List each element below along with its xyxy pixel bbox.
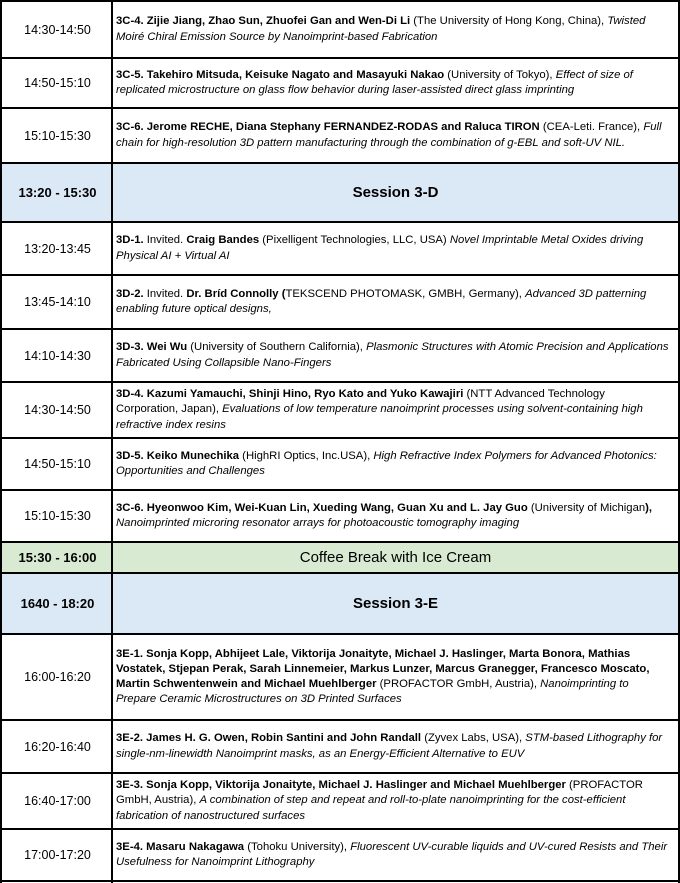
talk-affiliation: Invited. <box>143 234 187 247</box>
talk-title: Nanoimprinted microring resonator arrays for photoacoustic tomography imaging <box>116 517 520 529</box>
time-slot: 14:30-14:50 <box>24 403 91 417</box>
talk-authors: 3C-6. Hyeonwoo Kim, Wei-Kuan Lin, Xueding Wang, Guan Xu and L. Jay Guo <box>116 501 528 514</box>
talk-affiliation: Invited. <box>143 287 187 300</box>
time-slot: 17:00-17:20 <box>24 848 91 862</box>
row-divider <box>0 107 680 109</box>
talk-title: Twisted Moiré Chiral Emission Source by Nanoimprint-based Fabrication <box>116 15 646 43</box>
talk-title: STM-based Lithography for single-nm-linewidth Nanoimprint masks, as an Energy-Efficient Alternative to EUV <box>116 732 663 760</box>
talk-authors: 3D-2. <box>116 287 144 300</box>
row-divider <box>0 162 680 164</box>
talk-authors: 3D-5. Keiko Munechika <box>116 449 240 462</box>
row-divider <box>0 719 680 721</box>
talk-authors: ), <box>645 501 653 514</box>
schedule-row <box>0 635 680 719</box>
talk-title: Full chain for high-resolution 3D pattern manufacturing through the combination of g-EBL and soft-UV NIL. <box>116 121 662 149</box>
time-slot: 1640 - 18:20 <box>20 596 95 611</box>
talk-authors: Dr. Bríd Connolly ( <box>186 287 286 300</box>
talk-affiliation: (NTT Advanced Technology Corporation, Japan), <box>116 388 605 416</box>
time-slot: 13:45-14:10 <box>24 295 91 309</box>
talk-authors: 3E-3. Sonja Kopp, Viktorija Jonaityte, Michael J. Haslinger and Michael Muehlberger <box>116 779 566 792</box>
column-divider <box>111 0 113 883</box>
talk-entry <box>113 383 678 437</box>
talk-title: Effect of size of replicated microstructure on glass flow behavior during laser-assisted direct glass imprinting <box>116 68 633 96</box>
schedule-row <box>0 491 680 541</box>
schedule-row <box>0 721 680 772</box>
talk-entry <box>113 109 678 162</box>
row-divider <box>0 489 680 491</box>
time-slot: 14:50-15:10 <box>24 457 91 471</box>
schedule-row <box>0 223 680 274</box>
row-divider <box>0 57 680 59</box>
talk-authors: 3D-1. <box>116 234 144 247</box>
talk-affiliation: (Zyvex Labs, USA), <box>421 732 526 745</box>
talk-affiliation: (University of Southern California), <box>187 341 367 354</box>
time-slot: 13:20-13:45 <box>24 241 91 256</box>
talk-title: Nanoimprinting to Prepare Ceramic Microstructures on 3D Printed Surfaces <box>116 678 629 706</box>
schedule-row <box>0 383 680 437</box>
talk-authors: 3C-5. Takehiro Mitsuda, Keisuke Nagato and Masayuki Nakao <box>116 68 445 81</box>
talk-affiliation: (PROFACTOR GmbH, Austria), <box>376 678 541 690</box>
talk-entry <box>113 635 678 719</box>
row-divider <box>0 274 680 276</box>
talk-entry <box>113 330 678 381</box>
schedule-row <box>0 276 680 328</box>
talk-entry <box>113 439 678 489</box>
talk-title: Novel Imprintable Metal Oxides driving Physical AI + Virtual AI <box>116 234 644 262</box>
row-divider <box>0 880 680 882</box>
schedule-row <box>0 330 680 381</box>
talk-affiliation: (Tohoku University), <box>244 840 351 853</box>
row-divider <box>0 328 680 330</box>
row-divider <box>0 0 680 2</box>
schedule-row <box>0 439 680 489</box>
time-slot: 16:40-17:00 <box>24 794 91 808</box>
talk-affiliation: (CEA-Leti. France), <box>539 121 644 134</box>
time-slot: 15:10-15:30 <box>24 509 91 523</box>
talk-authors: 3C-6. Jerome RECHE, Diana Stephany FERNANDEZ-RODAS and Raluca TIRON <box>116 121 540 134</box>
column-divider <box>0 0 2 883</box>
row-divider <box>0 633 680 635</box>
talk-title: Advanced 3D patterning enabling future optical designs, <box>116 287 647 315</box>
talk-affiliation: (The University of Hong Kong, China), <box>410 15 608 28</box>
talk-entry <box>113 491 678 541</box>
time-slot: 14:10-14:30 <box>24 348 91 363</box>
time-slot: 16:20-16:40 <box>24 739 91 754</box>
talk-title: Evaluations of low temperature nanoimprint processes using solvent-containing high refractive index resins <box>116 403 643 431</box>
time-slot: 15:10-15:30 <box>24 128 91 143</box>
talk-entry <box>113 59 678 107</box>
talk-authors: 3D-3. Wei Wu <box>116 341 188 354</box>
schedule-row <box>0 59 680 107</box>
row-divider <box>0 381 680 383</box>
talk-entry <box>113 774 678 828</box>
talk-affiliation: TEKSCEND PHOTOMASK, GMBH, Germany), <box>285 287 526 300</box>
row-divider <box>0 437 680 439</box>
time-slot: 13:20 - 15:30 <box>18 185 97 200</box>
row-divider <box>0 772 680 774</box>
schedule-row <box>0 830 680 880</box>
session-title: Session 3-E <box>352 594 439 612</box>
talk-title: High Refractive Index Polymers for Advanced Photonics: Opportunities and Challenges <box>116 449 657 477</box>
talk-entry <box>113 223 678 274</box>
break-row <box>0 543 680 572</box>
talk-title: A combination of step and repeat and roll-to-plate nanoimprinting for the cost-efficient fabrication of nanostructured surfaces <box>116 794 626 822</box>
talk-entry <box>113 2 678 57</box>
talk-title: Fluorescent UV-curable liquids and UV-cured Resists and Their Usefulness for Nanoimprint Lithography <box>116 840 668 868</box>
talk-authors: 3C-4. Zijie Jiang, Zhao Sun, Zhuofei Gan and Wen-Di Li <box>116 15 411 28</box>
talk-authors: 3E-2. James H. G. Owen, Robin Santini and John Randall <box>116 732 422 745</box>
row-divider <box>0 828 680 830</box>
talk-authors: 3D-4. Kazumi Yamauchi, Shinji Hino, Ryo Kato and Yuko Kawajiri <box>116 388 464 401</box>
time-slot: 16:00-16:20 <box>24 670 91 684</box>
row-divider <box>0 541 680 543</box>
time-slot: 14:50-15:10 <box>24 76 91 90</box>
time-slot: 14:30-14:50 <box>24 22 91 37</box>
talk-affiliation: (University of Michigan <box>527 501 646 514</box>
session-title: Session 3-D <box>352 183 439 201</box>
talk-affiliation: (PROFACTOR GmbH, Austria), <box>116 779 643 807</box>
schedule-row <box>0 774 680 828</box>
talk-entry <box>113 721 678 772</box>
schedule-row <box>0 2 680 57</box>
session-header-row <box>0 164 680 221</box>
talk-affiliation: (HighRI Optics, Inc.USA), <box>239 449 374 462</box>
talk-entry <box>113 830 678 880</box>
talk-title: Plasmonic Structures with Atomic Precision and Applications Fabricated Using Collapsible Nano-Fingers <box>116 341 669 369</box>
time-slot: 15:30 - 16:00 <box>18 550 97 565</box>
talk-affiliation: (Pixelligent Technologies, LLC, USA) <box>259 234 450 247</box>
talk-entry <box>113 276 678 328</box>
talk-authors: 3E-1. Sonja Kopp, Abhijeet Lale, Viktorija Jonaityte, Michael J. Haslinger, Marta Bonora, Mathias Vostatek, Stjepan Perak, Sarah Linnemeier, Markus Lunzer, Marcus Granegger, Francesco Moscato, Martin Schwentenwein and Michael Muehlberger <box>116 647 650 690</box>
talk-authors: 3E-4. Masaru Nakagawa <box>116 840 245 853</box>
row-divider <box>0 221 680 223</box>
break-title: Coffee Break with Ice Cream <box>299 548 492 566</box>
schedule-row <box>0 109 680 162</box>
row-divider <box>0 572 680 574</box>
talk-affiliation: (University of Tokyo), <box>444 68 556 81</box>
talk-authors: Craig Bandes <box>186 234 260 247</box>
session-header-row <box>0 574 680 633</box>
